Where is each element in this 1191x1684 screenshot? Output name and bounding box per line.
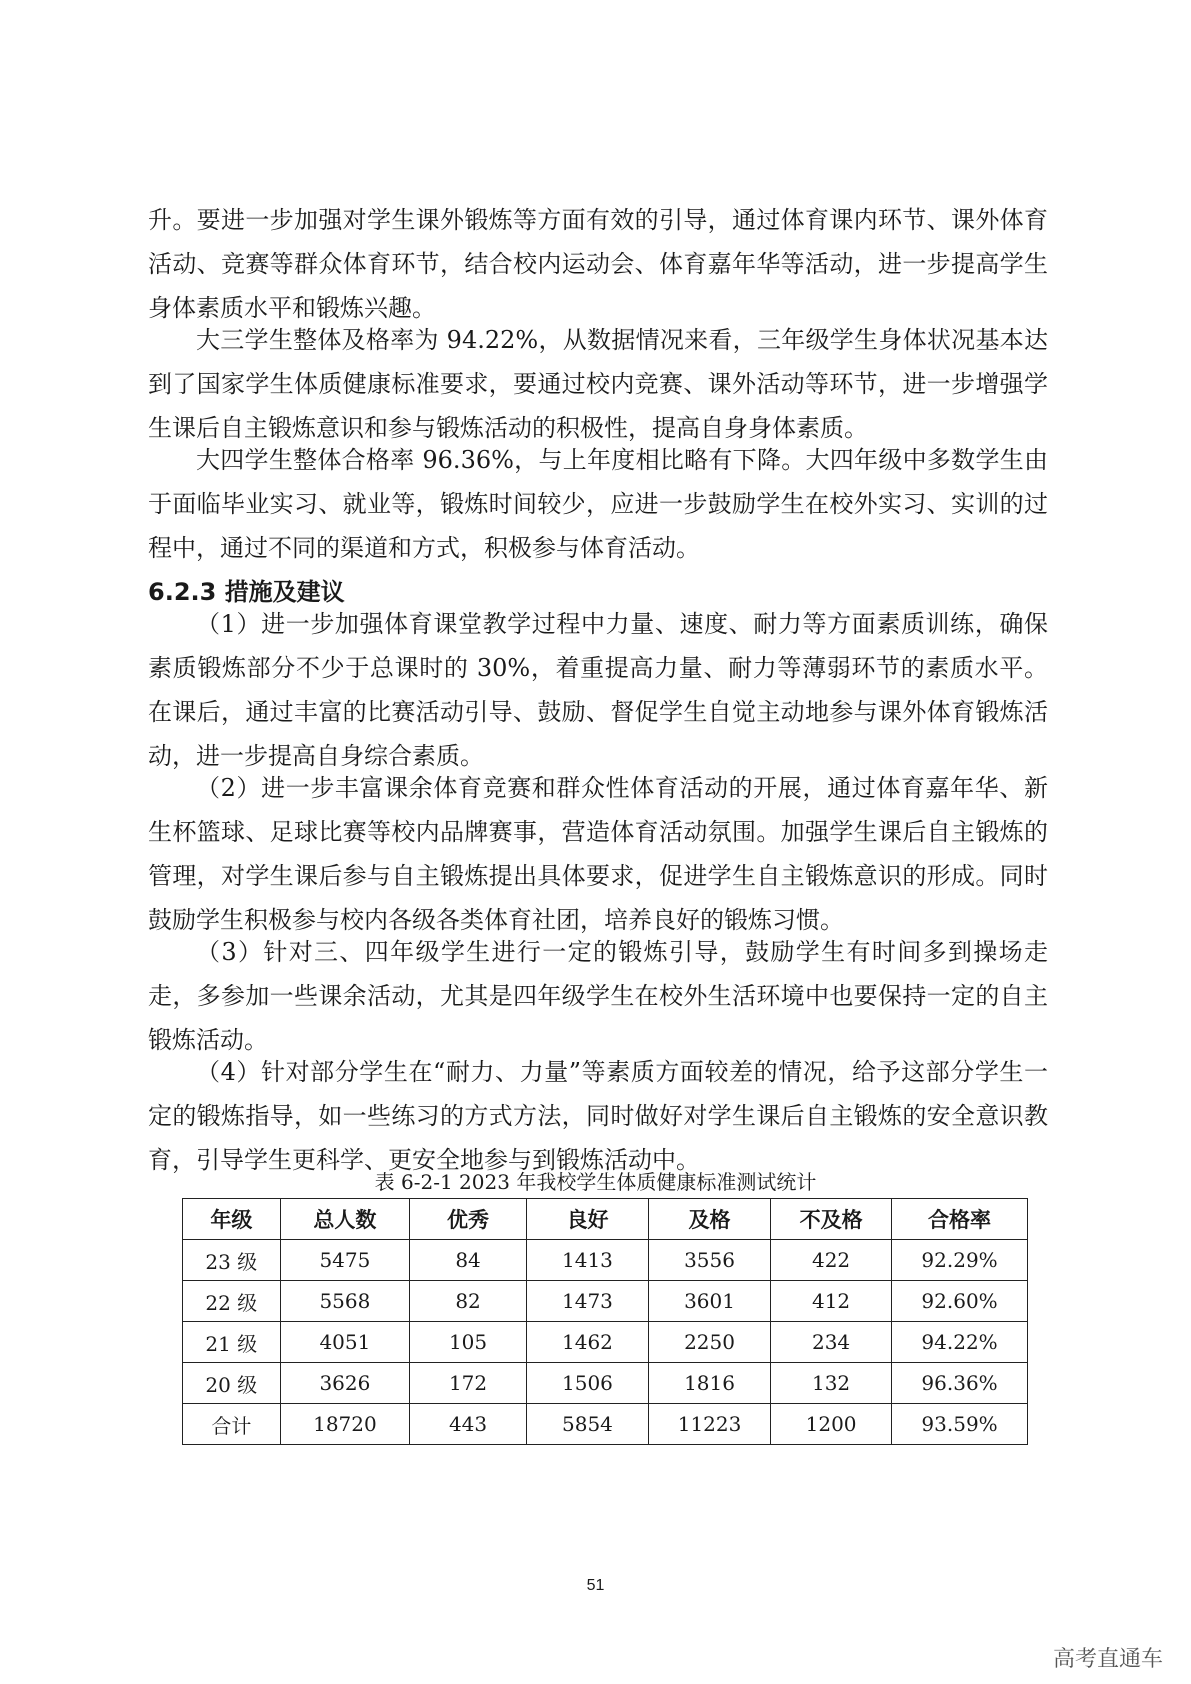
cell-good: 1413 [526, 1240, 648, 1281]
cell-excellent: 172 [410, 1363, 527, 1404]
cell-pass: 3601 [649, 1281, 771, 1322]
measure-item-1: （1）进一步加强体育课堂教学过程中力量、速度、耐力等方面素质训练，确保素质锻炼部分不少于总课时的 30%，着重提高力量、耐力等薄弱环节的素质水平。在课后，通过丰富的比赛活动引导、鼓励、督促学生自觉主动地参与课外体育锻炼活动，进一步提高自身综合素质。 [148, 610, 1048, 770]
cell-excellent: 443 [410, 1404, 527, 1445]
cell-pass-rate: 92.29% [892, 1240, 1028, 1281]
paragraph-continuation: 升。要进一步加强对学生课外锻炼等方面有效的引导，通过体育课内环节、课外体育活动、竞赛等群众体育环节，结合校内运动会、体育嘉年华等活动，进一步提高学生身体素质水平和锻炼兴趣。 [148, 206, 1048, 322]
table-total-row [183, 1404, 1028, 1445]
cell-pass-rate: 92.60% [892, 1281, 1028, 1322]
cell-total: 5475 [280, 1240, 410, 1281]
cell-pass: 2250 [649, 1322, 771, 1363]
header-pass-rate: 合格率 [892, 1199, 1028, 1240]
table-row [183, 1240, 1028, 1281]
table-header-row [183, 1199, 1028, 1240]
cell-total: 4051 [280, 1322, 410, 1363]
cell-grade: 21 级 [183, 1322, 281, 1363]
cell-total: 3626 [280, 1363, 410, 1404]
table-caption: 表 6-2-1 2023 年我校学生体质健康标准测试统计 [374, 1170, 817, 1194]
header-pass: 及格 [649, 1199, 771, 1240]
cell-fail: 1200 [771, 1404, 892, 1445]
cell-pass: 11223 [649, 1404, 771, 1445]
measure-item-2: （2）进一步丰富课余体育竞赛和群众性体育活动的开展，通过体育嘉年华、新生杯篮球、足球比赛等校内品牌赛事，营造体育活动氛围。加强学生课后自主锻炼的管理，对学生课后参与自主锻炼提出具体要求，促进学生自主锻炼意识的形成。同时鼓励学生积极参与校内各级各类体育社团，培养良好的锻炼习惯。 [148, 774, 1048, 934]
header-grade: 年级 [183, 1199, 281, 1240]
cell-excellent: 105 [410, 1322, 527, 1363]
cell-grade: 22 级 [183, 1281, 281, 1322]
cell-total: 5568 [280, 1281, 410, 1322]
header-excellent: 优秀 [410, 1199, 527, 1240]
measure-item-4: （4）针对部分学生在“耐力、力量”等素质方面较差的情况，给予这部分学生一定的锻炼指导，如一些练习的方式方法，同时做好对学生课后自主锻炼的安全意识教育，引导学生更科学、更安全地参与到锻炼活动中。 [148, 1058, 1048, 1174]
section-heading: 6.2.3 措施及建议 [148, 578, 345, 606]
page-number: 51 [586, 1577, 605, 1594]
header-good: 良好 [526, 1199, 648, 1240]
cell-good: 5854 [526, 1404, 648, 1445]
cell-good: 1473 [526, 1281, 648, 1322]
cell-grade: 23 级 [183, 1240, 281, 1281]
cell-excellent: 82 [410, 1281, 527, 1322]
paragraph-junior-pass-rate: 大三学生整体及格率为 94.22%，从数据情况来看，三年级学生身体状况基本达到了国家学生体质健康标准要求，要通过校内竞赛、课外活动等环节，进一步增强学生课后自主锻炼意识和参与锻炼活动的积极性，提高自身身体素质。 [148, 326, 1048, 442]
table-row [183, 1281, 1028, 1322]
cell-pass-rate: 96.36% [892, 1363, 1028, 1404]
measure-item-3: （3）针对三、四年级学生进行一定的锻炼引导，鼓励学生有时间多到操场走走，多参加一些课余活动，尤其是四年级学生在校外生活环境中也要保持一定的自主锻炼活动。 [148, 938, 1048, 1054]
watermark-text: 高考直通车 [1052, 1647, 1163, 1672]
fitness-stats-table [182, 1198, 1028, 1445]
cell-pass-rate: 93.59% [892, 1404, 1028, 1445]
cell-good: 1462 [526, 1322, 648, 1363]
table-row [183, 1322, 1028, 1363]
cell-fail: 234 [771, 1322, 892, 1363]
cell-pass: 3556 [649, 1240, 771, 1281]
cell-total: 18720 [280, 1404, 410, 1445]
cell-fail: 422 [771, 1240, 892, 1281]
header-total: 总人数 [280, 1199, 410, 1240]
paragraph-senior-pass-rate: 大四学生整体合格率 96.36%，与上年度相比略有下降。大四年级中多数学生由于面临毕业实习、就业等，锻炼时间较少，应进一步鼓励学生在校外实习、实训的过程中，通过不同的渠道和方式，积极参与体育活动。 [148, 446, 1048, 562]
table-row [183, 1363, 1028, 1404]
cell-fail: 412 [771, 1281, 892, 1322]
cell-excellent: 84 [410, 1240, 527, 1281]
cell-pass: 1816 [649, 1363, 771, 1404]
cell-fail: 132 [771, 1363, 892, 1404]
header-fail: 不及格 [771, 1199, 892, 1240]
cell-grade: 20 级 [183, 1363, 281, 1404]
cell-good: 1506 [526, 1363, 648, 1404]
cell-pass-rate: 94.22% [892, 1322, 1028, 1363]
cell-grade: 合计 [183, 1404, 281, 1445]
